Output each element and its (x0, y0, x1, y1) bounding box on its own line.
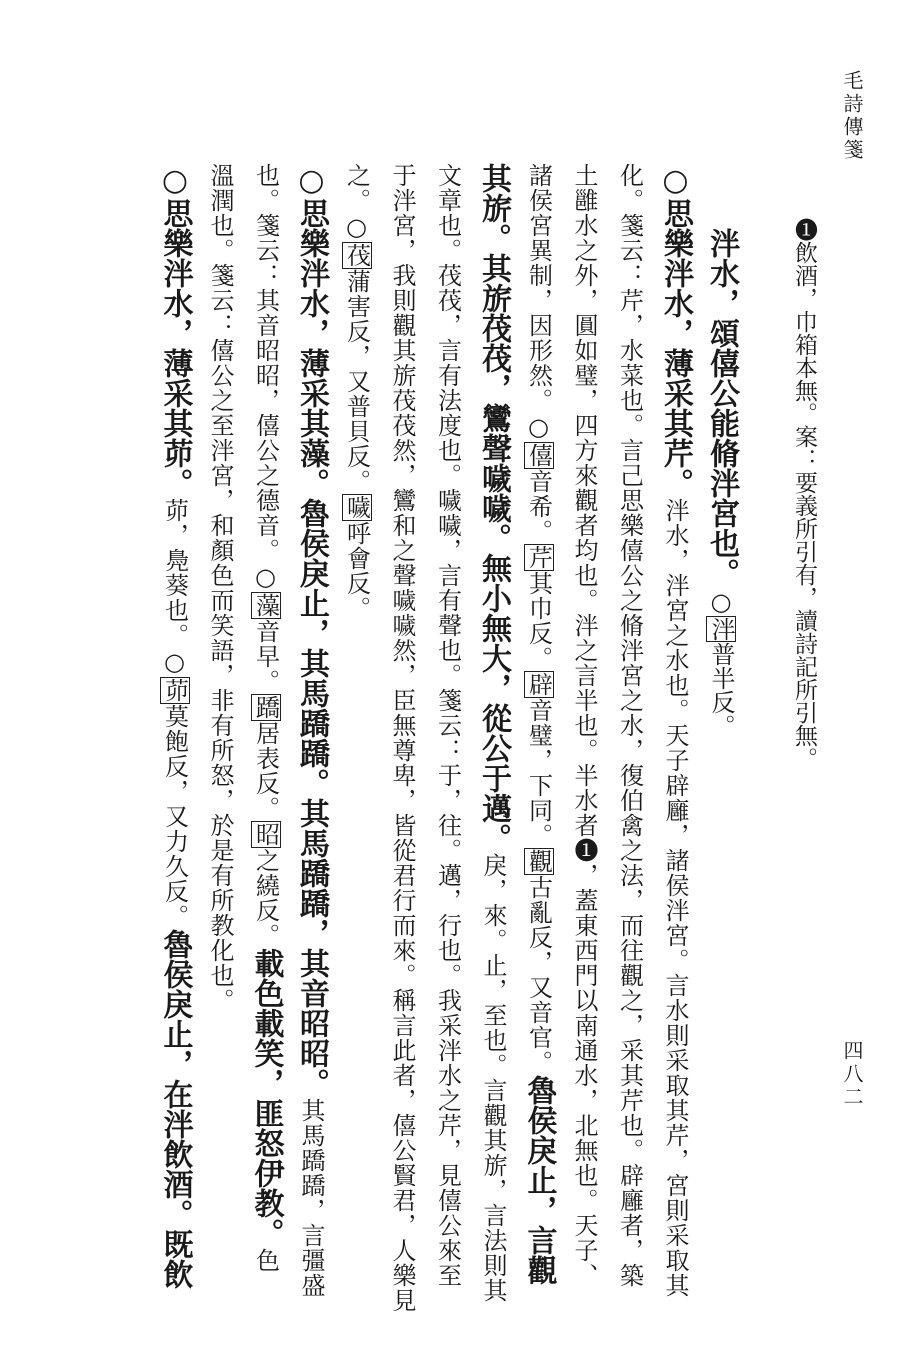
phonetic-char: 昭 (251, 822, 280, 847)
commentary-text: 于泮宮，我則觀其旂茷茷然，鸞和之聲噦噦然，臣無尊卑，皆從君行而來。稱言此者，僖公賢君，人樂見 (388, 163, 416, 1313)
text-column (607, 163, 653, 1323)
commentary-text: 戾，來。止，至也。言觀其旂，言法則其 (479, 853, 507, 1303)
commentary-text: 居表反。 (251, 721, 280, 821)
text-column (288, 163, 334, 1323)
commentary-text: 文章也。茷茷，言有法度也。噦噦，言有聲也。箋云：于，往。邁，行也。我采泮水之芹，見僖公來至 (433, 163, 462, 1288)
commentary-text: 諸侯宮異制，因形然。○ (524, 163, 553, 442)
commentary-text: 土雝水之外，圓如璧，四方來觀者均也。泮之言半也。半水者 (570, 163, 598, 838)
commentary-text: 古亂反，又音官。 (524, 875, 553, 1075)
phonetic-char: 蹻 (251, 695, 280, 720)
phonetic-char: 噦 (342, 495, 371, 520)
phonetic-char: 茷 (342, 243, 371, 268)
text-column (516, 163, 562, 1323)
title-text: 泮水，頌僖公能脩泮宮也。 (704, 228, 739, 588)
commentary-text: 蒲害反，又普貝反。 (342, 269, 371, 494)
main-text: 魯侯戾止，在泮飲酒。既飲 (157, 929, 193, 1289)
text-column (470, 163, 516, 1323)
text-column (425, 163, 471, 1323)
commentary-text: 溫潤也。箋云：僖公之至泮宮，和顏色而笑語，非有所怒，於是有所教化也。 (206, 163, 234, 1013)
footnote-text: 飲酒，巾箱本無。案：要義所引有，讀詩記所引無。 (791, 241, 817, 770)
main-text: ○思樂泮水，薄采其茆。 (157, 163, 193, 498)
text-column (652, 163, 698, 1323)
running-head-title: 毛詩傳箋 (840, 70, 864, 162)
commentary-text: 其馬蹻蹻，言彊盛 (297, 1098, 325, 1298)
main-text: ○思樂泮水，薄采其芹。 (658, 163, 693, 498)
main-text: 魯侯戾止，言觀 (521, 1075, 557, 1285)
commentary-text: 茆，鳧葵也。○ (160, 498, 189, 677)
title-gloss-char: 泮 (707, 617, 735, 641)
commentary-text: 呼會反。 (342, 521, 371, 621)
title-gloss-mark: ○ (707, 588, 735, 616)
commentary-text: ，蓋東西門以南通水，北無也。天子、 (570, 863, 598, 1288)
main-text: ○思樂泮水，薄采其藻。魯侯戾止，其馬蹻蹻。其馬蹻蹻，其音昭昭。 (294, 163, 329, 1098)
commentary-text: 音璧，下同。 (524, 698, 553, 848)
page-number: 四八二 (840, 1040, 864, 1109)
commentary-text: 也。箋云：其音昭昭，僖公之德音。○ (251, 163, 280, 592)
title-gloss: 普半反。 (707, 642, 735, 738)
commentary-text: 之。○ (342, 163, 371, 242)
commentary-text: 莫飽反，又力久反。 (160, 704, 189, 929)
commentary-text: 音早。 (251, 619, 280, 694)
commentary-text: 音希。 (524, 469, 553, 544)
phonetic-char: 芹 (524, 545, 553, 570)
text-column (334, 163, 380, 1323)
footnote-marker: ❶ (791, 218, 817, 241)
poem-title-heading (696, 228, 746, 748)
footnote (782, 218, 826, 1118)
text-column (197, 163, 243, 1323)
commentary-text: 其巾反。 (524, 571, 553, 671)
main-text: 其旂。其旂茷茷，鸞聲噦噦。無小無大，從公于邁。 (476, 163, 511, 853)
phonetic-char: 辟 (524, 672, 553, 697)
main-text: 載色載笑，匪怒伊教。 (248, 948, 284, 1248)
phonetic-char: 僖 (524, 443, 553, 468)
commentary-text: 化。箋云：芹，水菜也。言己思樂僖公之脩泮宮之水，復伯禽之法，而往觀之，采其芹也。辟廱者，築 (615, 163, 644, 1288)
commentary-text: 泮水，泮宮之水也。天子辟廱，諸侯泮宮。言水則采取其芹，宮則采取其 (661, 498, 689, 1298)
phonetic-char: 茆 (160, 678, 189, 703)
commentary-text: 色 (251, 1248, 280, 1273)
commentary-text: 之繞反。 (251, 848, 280, 948)
text-column (152, 163, 198, 1323)
text-column (561, 163, 607, 1323)
text-column (243, 163, 289, 1323)
commentary-text: ❶ (570, 838, 598, 863)
phonetic-char: 藻 (251, 593, 280, 618)
text-column (379, 163, 425, 1323)
phonetic-char: 觀 (524, 849, 553, 874)
